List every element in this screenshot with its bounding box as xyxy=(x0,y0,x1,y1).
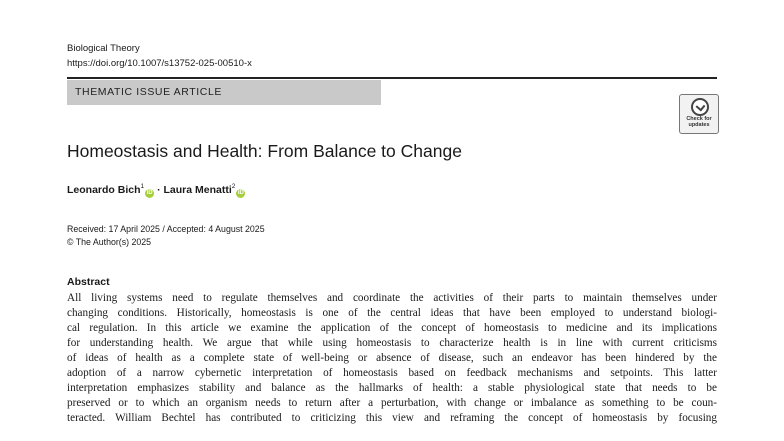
abstract-line: for understanding health. We argue that while using homeostasis to characterize health is in line with current criticisms xyxy=(67,337,717,349)
author-list xyxy=(67,184,245,198)
orcid-icon[interactable]: iD xyxy=(237,190,244,196)
author-name[interactable]: Laura Menatti xyxy=(163,184,232,196)
abstract-line: teracted. William Bechtel has contributed to criticizing this view and reframing the concept of homeostasis by focusing xyxy=(67,412,717,424)
check-for-updates-icon xyxy=(691,98,709,116)
abstract-line: adoption of a narrow cybernetic interpretation of homeostasis based on feedback mechanisms and setpoints. This latter xyxy=(67,367,717,379)
affiliation-marker: 1 xyxy=(140,183,145,190)
abstract-line: of ideas of health as a complete state of well-being or absence of disease, such an endeavor has been hindered by the xyxy=(67,352,717,364)
doi-link[interactable]: https://doi.org/10.1007/s13752-025-00510-x xyxy=(67,58,252,69)
article-title: Homeostasis and Health: From Balance to Change xyxy=(67,141,462,161)
journal-name: Biological Theory xyxy=(67,43,140,54)
abstract-line: changing conditions. Historically, homeostasis is one of the central ideas that have been employed to understand biologi- xyxy=(67,307,717,319)
article-type-label: THEMATIC ISSUE ARTICLE xyxy=(75,86,223,98)
copyright-notice: © The Author(s) 2025 xyxy=(67,237,152,247)
orcid-icon[interactable]: iD xyxy=(146,190,153,196)
affiliation-marker: 2 xyxy=(231,183,236,190)
article-type-banner xyxy=(67,80,381,105)
abstract-line: interpretation emphasizes stability and balance as the hallmarks of health: a stable physiological state that needs to be xyxy=(67,382,717,394)
abstract-line: All living systems need to regulate themselves and coordinate the activities of their parts to maintain themselves under xyxy=(67,292,717,304)
abstract-line: cal regulation. In this article we examine the application of the concept of homeostasis to medicine and its implications xyxy=(67,322,717,334)
header-rule xyxy=(67,77,717,79)
abstract-line: preserved or to which an organism needs to return after a perturbation, with change or imbalance as something to be coun- xyxy=(67,397,717,409)
check-for-updates-label: Check for updates xyxy=(686,116,712,128)
author-separator: · xyxy=(157,184,161,196)
abstract-heading: Abstract xyxy=(67,276,110,288)
received-accepted-dates: Received: 17 April 2025 / Accepted: 4 August 2025 xyxy=(67,224,265,234)
author-name[interactable]: Leonardo Bich xyxy=(67,184,141,196)
check-for-updates-badge[interactable] xyxy=(679,94,719,134)
